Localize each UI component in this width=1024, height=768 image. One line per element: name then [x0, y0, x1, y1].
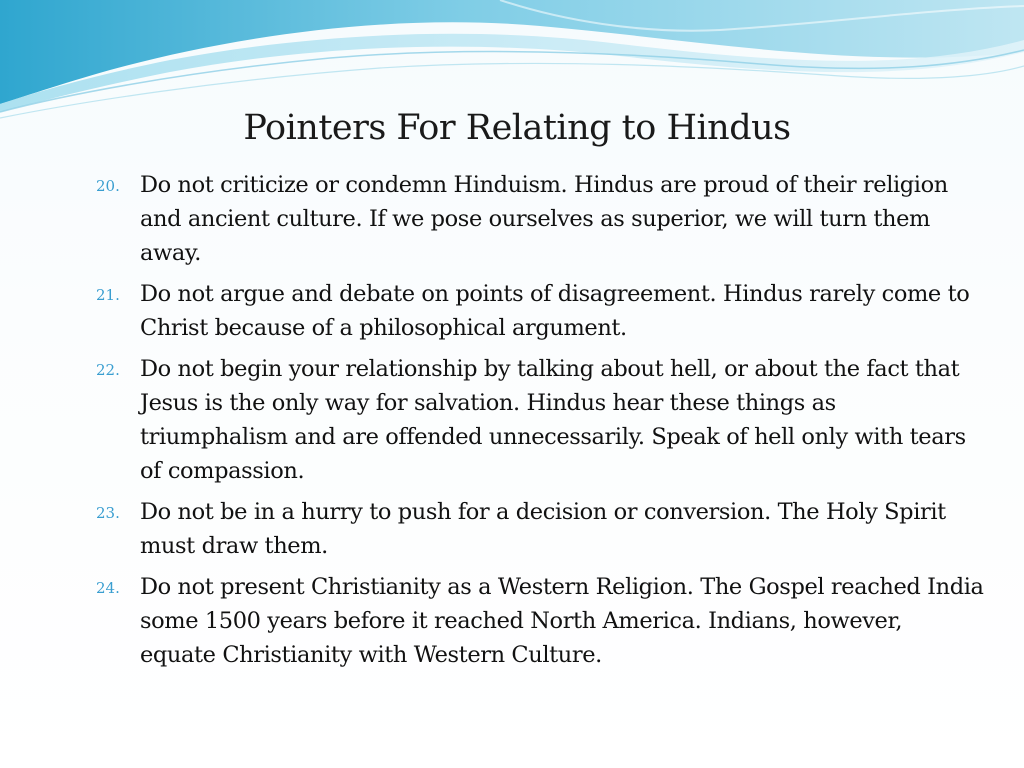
list-item: [96, 570, 984, 672]
list-item-text: Do not begin your relationship by talking about hell, or about the fact that Jesus is the only way for salvation. Hindus hear these things as triumphalism and are offended unnecessarily. Speak of hell only with tears of compassion.: [140, 356, 966, 484]
list-item: [96, 495, 984, 563]
list-item-number: 24.: [96, 579, 120, 597]
list-item-number: 21.: [96, 286, 120, 304]
list-item-text: Do not argue and debate on points of disagreement. Hindus rarely come to Christ because of a philosophical argument.: [140, 281, 970, 341]
list-item-number: 23.: [96, 504, 120, 522]
list-item-text: Do not criticize or condemn Hinduism. Hindus are proud of their religion and ancient culture. If we pose ourselves as superior, we will turn them away.: [140, 172, 948, 266]
pointers-list: [96, 168, 984, 679]
list-item-text: Do not present Christianity as a Western Religion. The Gospel reached India some 1500 years before it reached North America. Indians, however, equate Christianity with Western Culture.: [140, 574, 984, 668]
list-item-number: 22.: [96, 361, 120, 379]
list-item-number: 20.: [96, 177, 120, 195]
list-item: [96, 168, 984, 270]
slide-title: Pointers For Relating to Hindus: [243, 108, 791, 148]
list-item-text: Do not be in a hurry to push for a decision or conversion. The Holy Spirit must draw them.: [140, 499, 946, 559]
list-item: [96, 277, 984, 345]
list-item: [96, 352, 984, 488]
